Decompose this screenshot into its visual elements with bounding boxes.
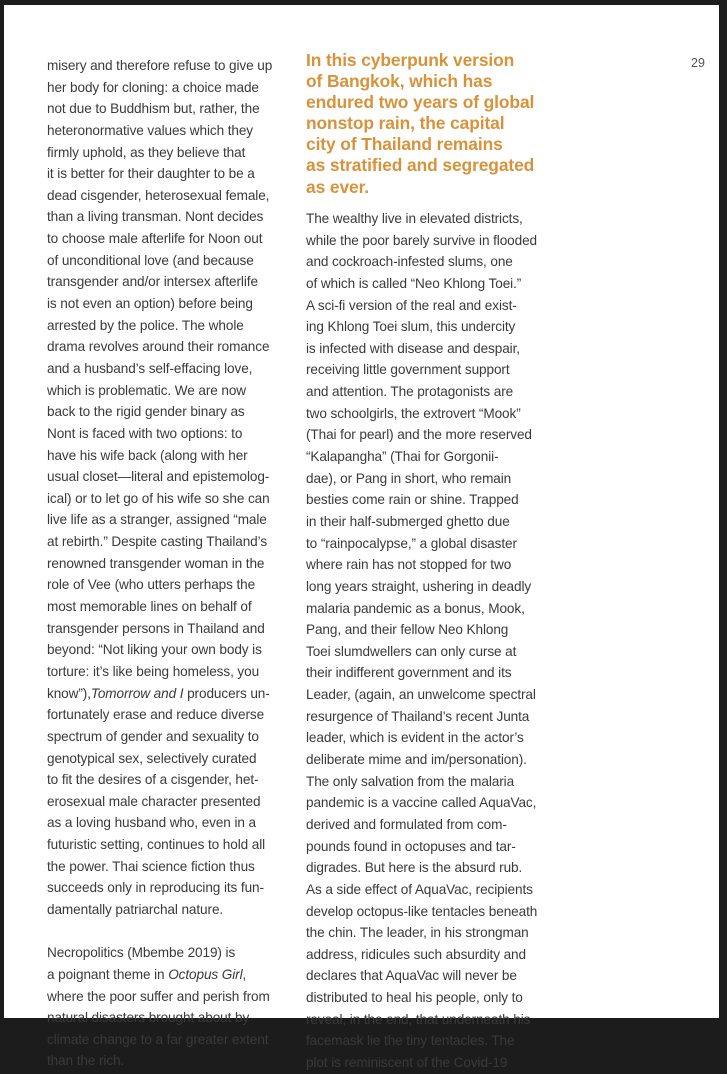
text-line: as a loving husband who, even in a — [47, 815, 256, 831]
text-line: derived and formulated from com- — [306, 816, 507, 832]
text-line: In this cyberpunk version — [306, 50, 515, 70]
text-line: distributed to heal his people, only to — [306, 990, 523, 1006]
text-line: it is better for their daughter to be a — [47, 166, 255, 182]
text-line: Necropolitics (Mbembe 2019) is — [47, 945, 236, 961]
text-line: The wealthy live in elevated districts, — [306, 211, 523, 226]
text-line: not due to Buddhism but, rather, the — [47, 101, 260, 117]
text-line: deliberate mime and im/personation). — [306, 752, 527, 768]
pullquote — [306, 50, 566, 198]
text-line: dae), or Pang in short, who remain — [306, 470, 512, 486]
right-column — [306, 208, 566, 1074]
text-line: climate change to a far greater extent — [47, 1031, 269, 1047]
text-line: spectrum of gender and sexuality to — [47, 728, 259, 744]
text-line: long years straight, ushering in deadly — [306, 578, 532, 594]
text-line: beyond: “Not liking your own body is — [47, 642, 262, 658]
text-line: “Kalapangha” (Thai for Gorgonii- — [306, 449, 499, 465]
text-line: leader, which is evident in the actor’s — [306, 730, 524, 746]
paragraph-neo-khlong-toei — [306, 208, 566, 1074]
text-line: back to the rigid gender binary as — [47, 404, 245, 420]
text-line: resurgence of Thailand’s recent Junta — [306, 708, 530, 724]
text-line: her body for cloning: a choice made — [47, 79, 259, 95]
text-line: arrested by the police. The whole — [47, 317, 244, 333]
paragraph-lines — [47, 986, 302, 1073]
text-line: to fit the desires of a cisgender, het- — [47, 772, 259, 788]
text-line: the chin. The leader, in his strongman — [306, 925, 529, 941]
document-page — [4, 5, 719, 1070]
text-line: dead cisgender, heterosexual female, — [47, 187, 270, 203]
paragraph-gender-binary — [47, 55, 302, 683]
text-line: Nont is faced with two options: to — [47, 425, 243, 441]
text-line: misery and therefore refuse to give up — [47, 58, 273, 73]
text-line: is not even an option) before being — [47, 296, 253, 312]
text-line: of Bangkok, which has — [306, 71, 493, 92]
text-line: A sci-fi version of the real and exist- — [306, 297, 517, 313]
text-line: address, ridicules such absurdity and — [306, 946, 526, 962]
text-line: receiving little government support — [306, 362, 510, 378]
text-line: succeeds only in reproducing its fun- — [47, 880, 264, 896]
text-line: than a living transman. Nont decides — [47, 209, 264, 225]
text-line — [47, 964, 302, 986]
text-line: which is problematic. We are now — [47, 382, 247, 398]
text-line: to choose male afterlife for Noon out — [47, 231, 263, 247]
film-title-italic: Tomorrow and I — [90, 685, 184, 701]
text-line: facemask lie the tiny tentacles. The — [306, 1033, 515, 1049]
text-line: usual closet—literal and epistemolog- — [47, 469, 270, 485]
text-line: Toei slumdwellers can only curse at — [306, 643, 517, 659]
text-line: ical) or to let go of his wife so she can — [47, 490, 270, 506]
text-line: and cockroach-infested slums, one — [306, 254, 513, 270]
text-line: at rebirth.” Despite casting Thailand’s — [47, 534, 268, 550]
text-line: while the poor barely survive in flooded — [306, 232, 538, 248]
text-line: drama revolves around their romance — [47, 339, 270, 355]
page-number: 29 — [691, 56, 705, 70]
text-line: city of Thailand remains — [306, 134, 503, 155]
text-line: role of Vee (who utters perhaps the — [47, 577, 256, 593]
text-line: Pang, and their fellow Neo Khlong — [306, 622, 509, 638]
text-line: their indifferent government and its — [306, 665, 512, 681]
paragraph-spacer — [47, 921, 302, 943]
text-line: heteronormative values which they — [47, 122, 254, 138]
text-line: in their half-submerged ghetto due — [306, 513, 510, 529]
text-line: Leader, (again, an unwelcome spectral — [306, 687, 536, 703]
text-line: renowned transgender woman in the — [47, 555, 265, 571]
text-line: damentally patriarchal nature. — [47, 901, 224, 917]
text-line: is infected with disease and despair, — [306, 340, 520, 356]
text-line: firmly uphold, as they believe that — [47, 144, 246, 160]
text-line: most memorable lines on behalf of — [47, 599, 252, 615]
text-line: of unconditional love (and because — [47, 252, 254, 268]
text-line: plot is reminiscent of the Covid-19 — [306, 1054, 508, 1070]
text-line — [47, 683, 302, 705]
text-line: nonstop rain, the capital — [306, 113, 505, 134]
text-line: have his wife back (along with her — [47, 447, 248, 463]
text-line: where the poor suffer and perish from — [47, 988, 270, 1004]
text-line: pounds found in octopuses and tar- — [306, 838, 516, 854]
text-line: As a side effect of AquaVac, recipients — [306, 881, 533, 897]
paragraph-necropolitics — [47, 942, 302, 1072]
text-line: develop octopus-like tentacles beneath — [306, 903, 538, 919]
text-line: natural disasters brought about by — [47, 1010, 250, 1026]
text-line: digrades. But here is the absurd rub. — [306, 860, 523, 876]
text-line: endured two years of global — [306, 92, 535, 113]
text-line: as ever. — [306, 176, 370, 197]
text-line: malaria pandemic as a bonus, Mook, — [306, 600, 525, 616]
text-line: transgender persons in Thailand and — [47, 620, 265, 636]
text-line: genotypical sex, selectively curated — [47, 750, 257, 766]
text-line: fortunately erase and reduce diverse — [47, 707, 265, 723]
text-span: know”), — [47, 685, 91, 701]
text-line: (Thai for pearl) and the more reserved — [306, 427, 532, 443]
text-line: live life as a stranger, assigned “male — [47, 512, 267, 528]
text-line: declares that AquaVac will never be — [306, 968, 517, 984]
text-line: ing Khlong Toei slum, this undercity — [306, 319, 516, 335]
text-span: , — [242, 966, 247, 982]
left-column — [47, 55, 302, 1072]
text-line: futuristic setting, continues to hold all — [47, 837, 266, 853]
text-line: torture: it’s like being homeless, you — [47, 663, 260, 679]
text-line: erosexual male character presented — [47, 793, 261, 809]
text-line: and attention. The protagonists are — [306, 384, 514, 400]
text-line: besties come rain or shine. Trapped — [306, 492, 519, 508]
text-line: of which is called “Neo Khlong Toei.” — [306, 275, 522, 291]
text-span: a poignant theme in — [47, 966, 169, 982]
film-title-italic: Octopus Girl — [168, 966, 243, 982]
paragraph-gender-binary-continued — [47, 704, 302, 920]
text-line: to “rainpocalypse,” a global disaster — [306, 535, 517, 551]
text-line: and a husband’s self-effacing love, — [47, 360, 253, 376]
text-line: the power. Thai science fiction thus — [47, 858, 255, 874]
text-line: two schoolgirls, the extrovert “Mook” — [306, 405, 521, 421]
text-line: reveal, in the end, that underneath his — [306, 1011, 531, 1027]
text-line: transgender and/or intersex afterlife — [47, 274, 258, 290]
text-line: pandemic is a vaccine called AquaVac, — [306, 795, 537, 811]
text-line: as stratified and segregated — [306, 155, 535, 176]
text-line: The only salvation from the malaria — [306, 773, 515, 789]
text-line: where rain has not stopped for two — [306, 557, 512, 573]
text-line: than the rich. — [47, 1053, 125, 1069]
text-span: producers un- — [183, 685, 270, 701]
